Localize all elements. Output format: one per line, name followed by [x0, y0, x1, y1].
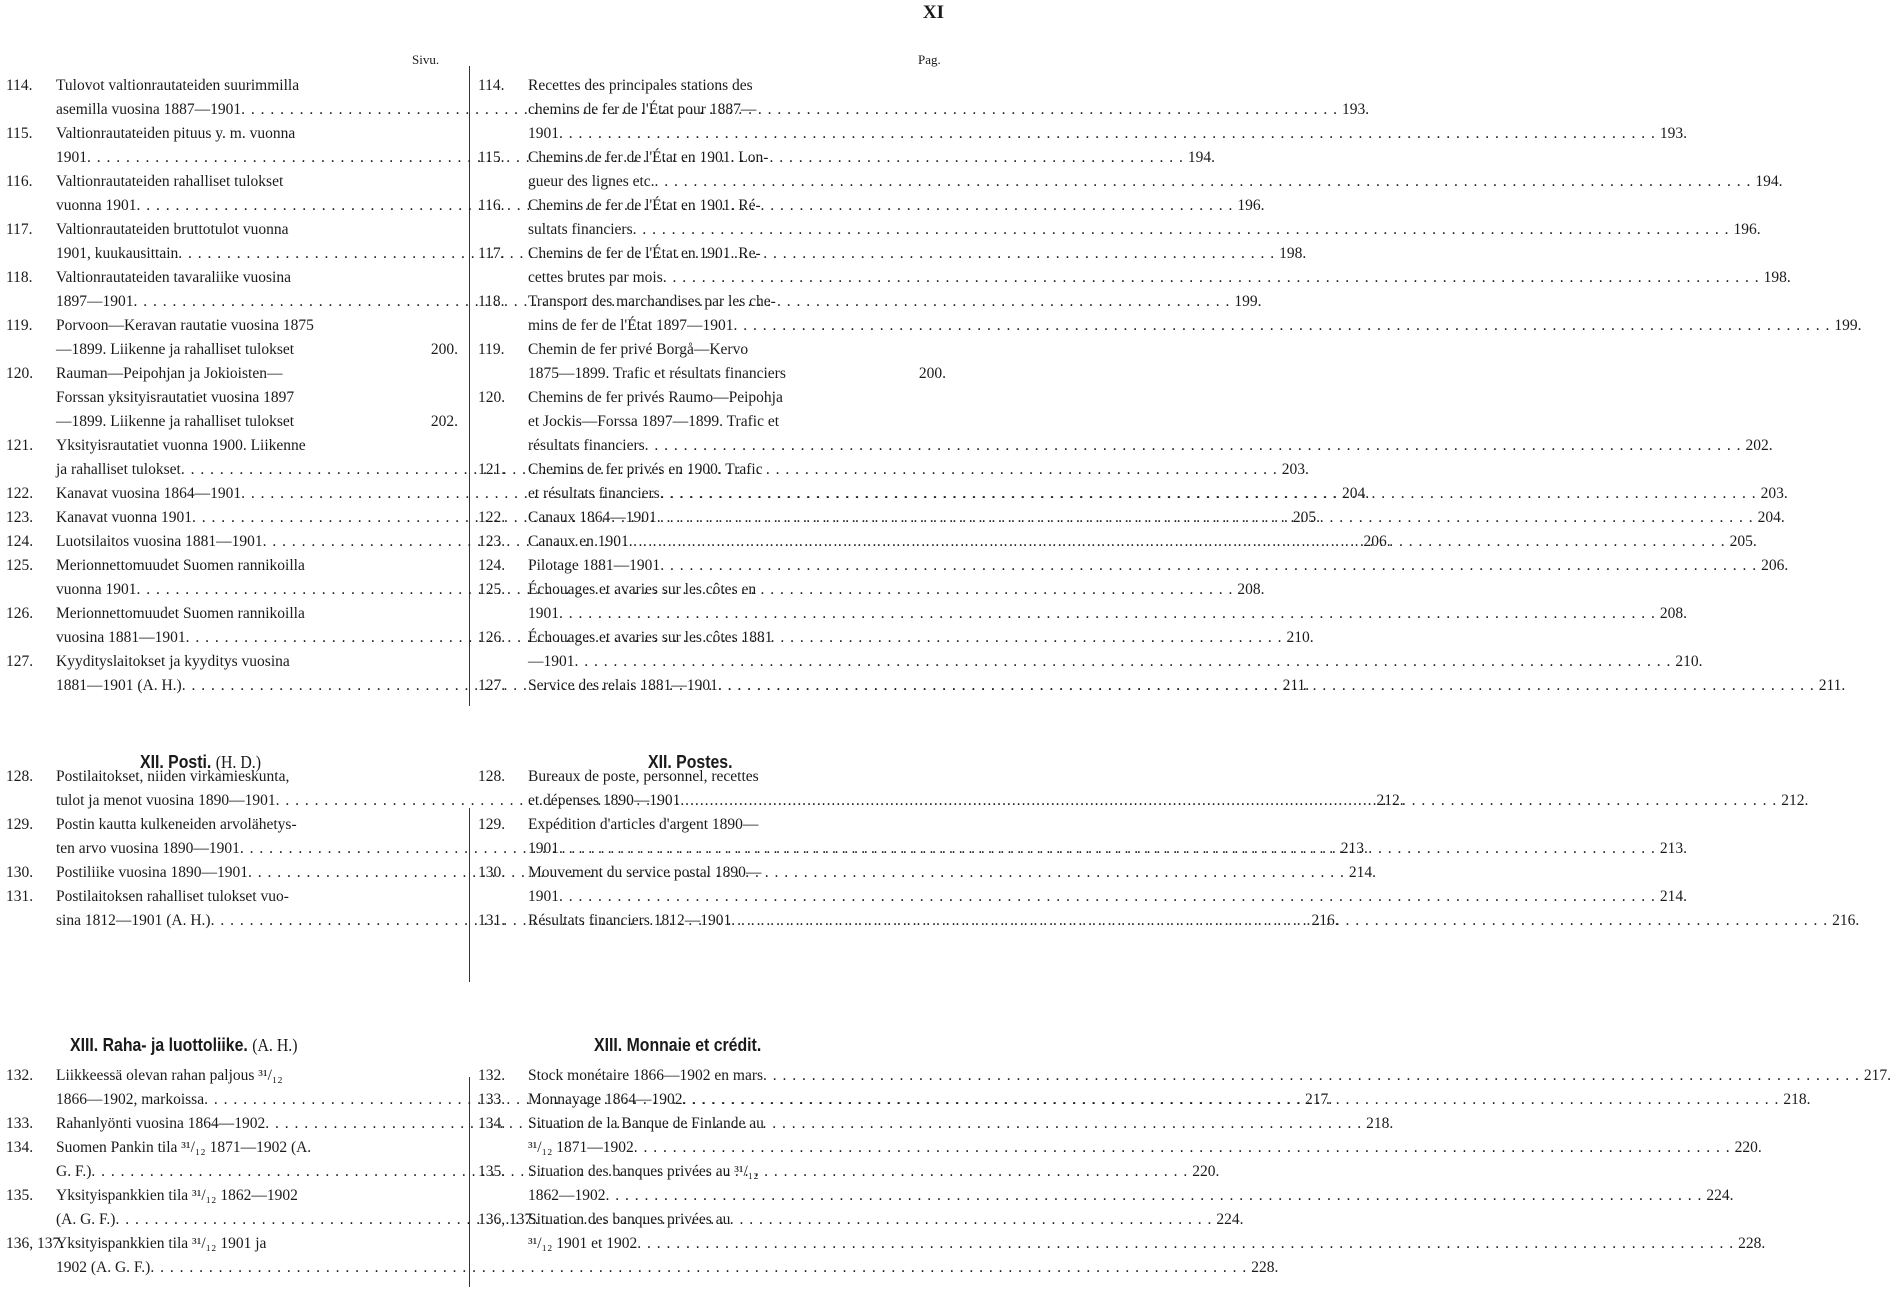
entry-text: 1901 [56, 149, 87, 166]
entry-text: Chemins de fer privés en 1900. Trafic [528, 461, 763, 478]
entry-number: 119. [478, 341, 505, 358]
toc-entry [478, 194, 1761, 242]
entry-line [528, 146, 1783, 170]
entry-number: 128. [478, 768, 506, 785]
entry-text: cettes brutes par mois [528, 269, 663, 286]
toc-entry [478, 146, 1783, 194]
entry-page: 217. [1863, 1067, 1891, 1084]
entry-line [528, 98, 1687, 122]
toc-entry [478, 338, 946, 386]
entry-line [528, 482, 1788, 506]
entry-page: 211. [1282, 677, 1310, 694]
entry-text: Chemin de fer privé Borgå—Kervo [528, 341, 749, 358]
entry-text: 1902 (A. G. F.) [56, 1259, 151, 1276]
entry-text: Chemins de fer de l'État en 1901. Re- [528, 245, 761, 262]
entry-number: 118. [478, 293, 505, 310]
entry-text: Échouages et avaries sur les côtes en [528, 581, 757, 598]
toc-entry [478, 290, 1862, 338]
entry-page: 202. [430, 413, 458, 430]
entry-page: 206. [1363, 533, 1391, 550]
entry-text: ja rahalliset tulokset [56, 461, 181, 478]
entry-page: 213. [1340, 840, 1368, 857]
entry-page: 204. [1341, 485, 1370, 502]
entry-number: 120. [6, 365, 34, 382]
entry-text: Merionnettomuudet Suomen rannikoilla [56, 605, 305, 622]
entry-page: 216. [1832, 912, 1860, 929]
toc-entry [478, 242, 1791, 290]
entry-page: 218. [1783, 1091, 1811, 1108]
entry-text: 1866—1902, markoissa [56, 1091, 205, 1108]
entry-text: Chemins de fer de l'État en 1901. Lon- [528, 149, 769, 166]
entry-line [528, 674, 1845, 698]
entry-text: Merionnettomuudet Suomen rannikoilla [56, 557, 305, 574]
entry-page: 200. [918, 365, 946, 382]
entry-text: Expédition d'articles d'argent 1890— [528, 816, 759, 833]
entry-text: sultats financiers [528, 221, 633, 238]
entry-line [528, 602, 1687, 626]
posti-heading-fi: XII. Posti. (H. D.) [140, 752, 262, 772]
entry-number: 126. [478, 629, 506, 646]
entry-number: 126. [6, 605, 34, 622]
entry-number: 117. [478, 245, 505, 262]
entry-text: Chemins de fer privés Raumo—Peipohja [528, 389, 783, 406]
toc-entry [478, 813, 1687, 861]
entry-text: Tulovot valtionrautateiden suurimmilla [56, 77, 300, 94]
entry-text: 1897—1901 [56, 293, 134, 310]
entry-line [528, 170, 1783, 194]
entry-number: 130. [6, 864, 34, 881]
transport-fr-list [478, 74, 1862, 698]
entry-text: et résultats financiers [528, 485, 660, 502]
entry-page: 205. [1729, 533, 1757, 550]
entry-page: 204. [1757, 509, 1785, 526]
entry-line [56, 314, 458, 338]
entry-text: Kyydityslaitokset ja kyyditys vuosina [56, 653, 290, 670]
entry-line [528, 194, 1761, 218]
entry-number: 134. [478, 1115, 506, 1132]
toc-entry [478, 1064, 1891, 1088]
entry-text: Valtionrautateiden pituus y. m. vuonna [56, 125, 296, 142]
entry-line [528, 290, 1862, 314]
entry-text: G. F.) [56, 1163, 92, 1180]
entry-text: ³¹/₁₂ 1871—1902 [528, 1139, 634, 1156]
entry-text: Valtionrautateiden rahalliset tulokset [56, 173, 284, 190]
entry-text: Suomen Pankin tila ³¹/₁₂ 1871—1902 (A. [56, 1139, 312, 1156]
entry-line [528, 266, 1791, 290]
entry-number: 120. [478, 389, 506, 406]
toc-entry [478, 626, 1703, 674]
entry-number: 133. [478, 1091, 506, 1108]
entry-line [528, 837, 1687, 861]
entry-number: 127. [478, 677, 506, 694]
entry-text: —1899. Liikenne ja rahalliset tulokset [56, 341, 295, 358]
entry-line [528, 218, 1761, 242]
entry-text: 1875—1899. Trafic et résultats financiers [528, 365, 786, 382]
entry-page: 202. [1745, 437, 1773, 454]
raha-heading-fi: XIII. Raha- ja luottoliike. (A. H.) [70, 1035, 298, 1055]
entry-page: 220. [1734, 1139, 1762, 1156]
entry-line [56, 1256, 1278, 1280]
entry-text: Postilaitokset, niiden virkamieskunta, [56, 768, 290, 785]
entry-text: gueur des lignes etc. [528, 173, 655, 190]
entry-line [528, 813, 1687, 837]
entry-line [528, 242, 1791, 266]
entry-text: sina 1812—1901 (A. H.) [56, 912, 211, 929]
entry-line [528, 861, 1687, 885]
entry-line [56, 362, 458, 386]
entry-line [56, 410, 458, 434]
entry-text: —1899. Liikenne ja rahalliset tulokset [56, 413, 295, 430]
entry-number: 125. [478, 581, 506, 598]
entry-text: 1901 [528, 840, 559, 857]
entry-line [528, 765, 1808, 789]
entry-text: 1881—1901 (A. H.) [56, 677, 182, 694]
entry-text: (A. G. F.) [56, 1211, 116, 1228]
entry-text: vuonna 1901 [56, 581, 137, 598]
entry-page: 217. [1304, 1091, 1333, 1108]
entry-page: 198. [1279, 245, 1307, 262]
entry-number: 115. [6, 125, 33, 142]
entry-number: 115. [478, 149, 505, 166]
toc-entry [478, 765, 1809, 813]
posti-fr-list [478, 765, 1860, 933]
raha-fr-list [478, 1064, 1891, 1256]
entry-text: Service des relais 1881—1901 [528, 677, 718, 694]
entry-page: 216. [1311, 912, 1339, 929]
entry-line [528, 386, 1773, 410]
entry-number: 125. [6, 557, 34, 574]
entry-number: 132. [478, 1067, 506, 1084]
entry-number: 116. [6, 173, 33, 190]
toc-entry [478, 386, 1773, 458]
entry-number: 135. [6, 1187, 34, 1204]
entry-text: Valtionrautateiden tavaraliike vuosina [56, 269, 291, 286]
entry-text: Rahanlyönti vuosina 1864—1902 [56, 1115, 266, 1132]
entry-text: Pilotage 1881—1901 [528, 557, 661, 574]
entry-text: Situation des banques privées au ³¹/₁₂ [528, 1163, 759, 1180]
entry-text: Résultats financiers 1812—1901 [528, 912, 732, 929]
entry-line [528, 530, 1757, 554]
entry-line [528, 1160, 1734, 1184]
entry-text: Mouvement du service postal 1890— [528, 864, 762, 881]
entry-page: 224. [1706, 1187, 1734, 1204]
entry-text: mins de fer de l'État 1897—1901 [528, 317, 734, 334]
entry-number: 124. [478, 557, 506, 574]
entry-text: et Jockis—Forssa 1897—1899. Trafic et [528, 413, 780, 430]
entry-line [528, 885, 1687, 909]
entry-number: 114. [6, 77, 33, 94]
entry-page: 228. [1738, 1235, 1766, 1252]
entry-number: 123. [478, 533, 506, 550]
entry-line [528, 1064, 1891, 1088]
entry-number: 136, 137. [6, 1235, 65, 1252]
entry-text: Canaux en 1901 [528, 533, 629, 550]
entry-text: Chemins de fer de l'État en 1901. Ré- [528, 197, 761, 214]
entry-line [528, 1088, 1811, 1112]
toc-entry [478, 74, 1687, 146]
entry-number: 116. [478, 197, 505, 214]
entry-number: 118. [6, 269, 33, 286]
entry-line [528, 1136, 1762, 1160]
entry-text: 1862—1902 [528, 1187, 606, 1204]
entry-text: Liikkeessä olevan rahan paljous ³¹/₁₂ [56, 1067, 283, 1084]
header-pag: Pag. [918, 52, 941, 67]
entry-text: Bureaux de poste, personnel, recettes [528, 768, 759, 785]
entry-line [528, 338, 946, 362]
entry-line [528, 554, 1788, 578]
toc-entry [478, 578, 1687, 626]
entry-line [528, 74, 1687, 98]
entry-text: Situation de la Banque de Finlande au [528, 1115, 764, 1132]
entry-page: 210. [1675, 653, 1703, 670]
header-sivu: Sivu. [412, 52, 440, 67]
entry-text: Rauman—Peipohjan ja Jokioisten— [56, 365, 283, 382]
entry-text: Yksityisrautatiet vuonna 1900. Liikenne [56, 437, 306, 454]
entry-text: 1901, kuukausittain [56, 245, 179, 262]
entry-line [528, 410, 1773, 434]
entry-line [528, 434, 1773, 458]
entry-line [528, 1112, 1762, 1136]
entry-line [528, 506, 1785, 530]
entry-text: asemilla vuosina 1887—1901 [56, 101, 242, 118]
entry-page: 208. [1237, 581, 1265, 598]
entry-number: 131. [478, 912, 506, 929]
entry-number: 122. [6, 485, 34, 502]
entry-number: 134. [6, 1139, 34, 1156]
entry-number: 129. [6, 816, 34, 833]
entry-number: 130. [478, 864, 506, 881]
entry-page: 211. [1818, 677, 1846, 694]
entry-text: Valtionrautateiden bruttotulot vuonna [56, 221, 289, 238]
entry-text: vuonna 1901 [56, 197, 137, 214]
entry-page: 193. [1342, 101, 1370, 118]
entry-page: 198. [1763, 269, 1791, 286]
entry-number: 121. [478, 461, 506, 478]
posti-heading-fr: XII. Postes. [648, 752, 733, 772]
toc-entry [478, 861, 1687, 909]
entry-page: 193. [1659, 125, 1687, 142]
entry-line [528, 578, 1687, 602]
entry-page: 194. [1755, 173, 1783, 190]
entry-line [528, 650, 1703, 674]
entry-line [528, 1184, 1734, 1208]
entry-page: 212. [1781, 792, 1809, 809]
entry-number: 119. [6, 317, 33, 334]
entry-text: tulot ja menot vuosina 1890—1901 [56, 792, 276, 809]
entry-number: 133. [6, 1115, 34, 1132]
entry-page: 199. [1234, 293, 1262, 310]
entry-line [528, 1232, 1765, 1256]
entry-number: 131. [6, 888, 34, 905]
entry-text: résultats financiers [528, 437, 645, 454]
entry-text: Transport des marchandises par les che- [528, 293, 776, 310]
entry-page: 220. [1192, 1163, 1220, 1180]
entry-text: Stock monétaire 1866—1902 en mars [528, 1067, 764, 1084]
entry-page: 206. [1761, 557, 1789, 574]
entry-number: 122. [478, 509, 506, 526]
entry-page: 212. [1376, 792, 1404, 809]
entry-line [528, 909, 1859, 933]
toc-entry [6, 314, 458, 362]
entry-page: 203. [1760, 485, 1788, 502]
entry-text: ten arvo vuosina 1890—1901 [56, 840, 240, 857]
entry-page: 210. [1286, 629, 1314, 646]
entry-text: Porvoon—Keravan rautatie vuosina 1875 [56, 317, 314, 334]
entry-page: 199. [1834, 317, 1862, 334]
raha-heading-fr: XIII. Monnaie et crédit. [594, 1035, 762, 1055]
entry-page: 214. [1659, 888, 1687, 905]
entry-text: 1901 [528, 888, 559, 905]
entry-page: 194. [1187, 149, 1215, 166]
toc-entry [478, 1112, 1762, 1160]
entry-page: 213. [1659, 840, 1687, 857]
entry-text: Postin kautta kulkeneiden arvolähetys- [56, 816, 297, 833]
entry-line [528, 789, 1808, 813]
entry-text: Kanavat vuosina 1864—1901 [56, 485, 242, 502]
entry-number: 127. [6, 653, 34, 670]
entry-line [528, 362, 946, 386]
entry-text: Canaux 1864—1901 [528, 509, 657, 526]
entry-page: 196. [1733, 221, 1761, 238]
entry-line [528, 1208, 1765, 1232]
toc-entry [6, 362, 458, 434]
entry-line [528, 458, 1788, 482]
entry-page: 196. [1237, 197, 1265, 214]
entry-text: Recettes des principales stations des [528, 77, 753, 94]
entry-number: 121. [6, 437, 34, 454]
entry-number: 132. [6, 1067, 34, 1084]
entry-page: 224. [1216, 1211, 1244, 1228]
entry-page: 208. [1659, 605, 1687, 622]
entry-number: 128. [6, 768, 34, 785]
entry-number: 114. [478, 77, 505, 94]
entry-text: vuosina 1881—1901 [56, 629, 186, 646]
entry-text: Monnayage 1864—1902 [528, 1091, 683, 1108]
entry-number: 135. [478, 1163, 506, 1180]
page-number: XI [922, 2, 944, 23]
toc-entry [478, 909, 1860, 933]
entry-text: Forssan yksityisrautatiet vuosina 1897 [56, 389, 295, 406]
entry-text: ³¹/₁₂ 1901 et 1902 [528, 1235, 638, 1252]
entry-text: Postilaitoksen rahalliset tulokset vuo- [56, 888, 289, 905]
entry-text: Yksityispankkien tila ³¹/₁₂ 1862—1902 [56, 1187, 298, 1204]
entry-text: Situation des banques privées au [528, 1211, 731, 1228]
entry-text: et dépenses 1890—1901 [528, 792, 681, 809]
entry-page: 218. [1366, 1115, 1394, 1132]
entry-number: 129. [478, 816, 506, 833]
entry-text: 1901 [528, 605, 559, 622]
entry-text: Kanavat vuonna 1901 [56, 509, 193, 526]
entry-page: 203. [1281, 461, 1309, 478]
entry-text: Yksityispankkien tila ³¹/₁₂ 1901 ja [56, 1235, 267, 1252]
toc-entry [478, 554, 1789, 578]
entry-text: Échouages et avaries sur les côtes 1881 [528, 629, 773, 646]
entry-number: 124. [6, 533, 34, 550]
entry-text: Luotsilaitos vuosina 1881—1901 [56, 533, 263, 550]
entry-text: 1901 [528, 125, 559, 142]
entry-page: 200. [430, 341, 458, 358]
entry-number: 123. [6, 509, 34, 526]
entry-text: Postiliike vuosina 1890—1901 [56, 864, 249, 881]
entry-line [528, 626, 1703, 650]
entry-text: —1901 [528, 653, 575, 670]
entry-line [56, 338, 458, 362]
entry-number: 136, 137. [478, 1211, 537, 1228]
entry-page: 228. [1251, 1259, 1279, 1276]
entry-text: chemins de fer de l'État pour 1887— [528, 101, 757, 118]
toc-entry [478, 674, 1846, 698]
entry-page: 205. [1292, 509, 1321, 526]
entry-line [528, 314, 1862, 338]
entry-line [56, 386, 458, 410]
entry-page: 214. [1348, 864, 1377, 881]
entry-line [528, 122, 1687, 146]
entry-number: 117. [6, 221, 33, 238]
